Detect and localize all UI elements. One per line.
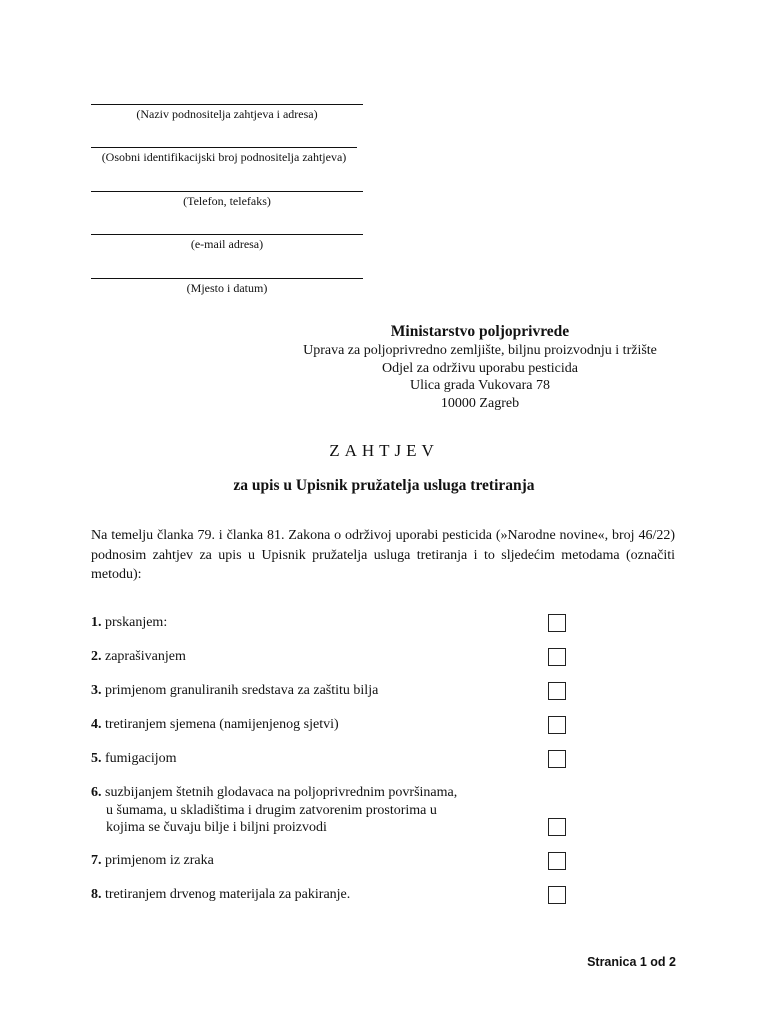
- document-title: ZAHTJEV: [329, 441, 439, 460]
- page-number: Stranica 1 od 2: [587, 955, 676, 969]
- applicant-place-date-field[interactable]: [91, 278, 363, 295]
- applicant-place-date-line[interactable]: [91, 278, 363, 279]
- method-number: 3.: [91, 683, 102, 698]
- applicant-phone-field[interactable]: [91, 191, 363, 208]
- method-label: fumigacijom: [105, 751, 177, 766]
- method-label: tretiranjem sjemena (namijenjenog sjetvi): [105, 717, 339, 732]
- method-number: 6.: [91, 785, 102, 800]
- method-number: 5.: [91, 751, 102, 766]
- method-item-1: [91, 614, 511, 632]
- applicant-name-field[interactable]: [91, 104, 363, 121]
- document-subtitle: za upis u Upisnik pružatelja usluga tretiranja: [233, 477, 535, 494]
- method-item-7: [91, 852, 511, 870]
- applicant-name-caption: (Naziv podnositelja zahtjeva i adresa): [136, 107, 318, 121]
- method-8-checkbox[interactable]: [548, 886, 566, 904]
- recipient-directorate: Uprava za poljoprivredno zemljište, biljnu proizvodnju i tržište: [303, 343, 657, 358]
- applicant-oib-caption: (Osobni identifikacijski broj podnositelja zahtjeva): [101, 150, 347, 164]
- recipient-department: Odjel za održivu uporabu pesticida: [382, 360, 578, 376]
- intro-paragraph: Na temelju članka 79. i članka 81. Zakona o održivoj uporabi pesticida (»Narodne novine«, broj 46/22) podnosim zahtjev za upis u Upisnik pružatelja usluga tretiranja i to sljedećim metodama (označiti metodu):: [91, 528, 675, 582]
- method-item-6: [91, 784, 511, 837]
- method-7-checkbox[interactable]: [548, 852, 566, 870]
- method-1-checkbox[interactable]: [548, 614, 566, 632]
- method-number: 7.: [91, 853, 102, 868]
- applicant-name-line[interactable]: [91, 104, 363, 105]
- method-item-8: [91, 886, 511, 904]
- method-3-checkbox[interactable]: [548, 682, 566, 700]
- method-label: prskanjem:: [105, 615, 168, 630]
- applicant-oib-field[interactable]: [91, 147, 357, 164]
- recipient-street: Ulica grada Vukovara 78: [409, 378, 550, 393]
- method-label-line-3: kojima se čuvaju bilje i biljni proizvodi: [106, 820, 327, 835]
- applicant-email-field[interactable]: [91, 234, 363, 251]
- method-label-line-1: suzbijanjem štetnih glodavaca na poljoprivrednim površinama,: [105, 785, 458, 800]
- method-item-3: [91, 682, 511, 700]
- recipient-city: 10000 Zagreb: [440, 395, 520, 411]
- applicant-oib-line[interactable]: [91, 147, 357, 148]
- method-label: tretiranjem drvenog materijala za pakiranje.: [105, 887, 351, 902]
- method-number: 4.: [91, 717, 102, 732]
- method-item-4: [91, 716, 511, 734]
- applicant-place-date-caption: (Mjesto i datum): [186, 281, 268, 295]
- method-5-checkbox[interactable]: [548, 750, 566, 768]
- method-2-checkbox[interactable]: [548, 648, 566, 666]
- method-item-2: [91, 648, 511, 666]
- method-number: 2.: [91, 649, 102, 664]
- applicant-email-line[interactable]: [91, 234, 363, 235]
- method-label-line-2: u šumama, u skladištima i drugim zatvorenim prostorima u: [106, 802, 437, 818]
- method-6-checkbox[interactable]: [548, 818, 566, 836]
- method-label: primjenom iz zraka: [105, 853, 214, 868]
- recipient-address: [280, 322, 680, 412]
- recipient-ministry: Ministarstvo poljoprivrede: [390, 323, 570, 340]
- method-item-5: [91, 750, 511, 768]
- method-4-checkbox[interactable]: [548, 716, 566, 734]
- method-label: primjenom granuliranih sredstava za zaštitu bilja: [105, 683, 379, 698]
- applicant-email-caption: (e-mail adresa): [190, 237, 264, 251]
- applicant-phone-line[interactable]: [91, 191, 363, 192]
- applicant-phone-caption: (Telefon, telefaks): [183, 194, 271, 208]
- method-number: 8.: [91, 887, 102, 902]
- method-number: 1.: [91, 615, 102, 630]
- method-label: zaprašivanjem: [105, 649, 186, 664]
